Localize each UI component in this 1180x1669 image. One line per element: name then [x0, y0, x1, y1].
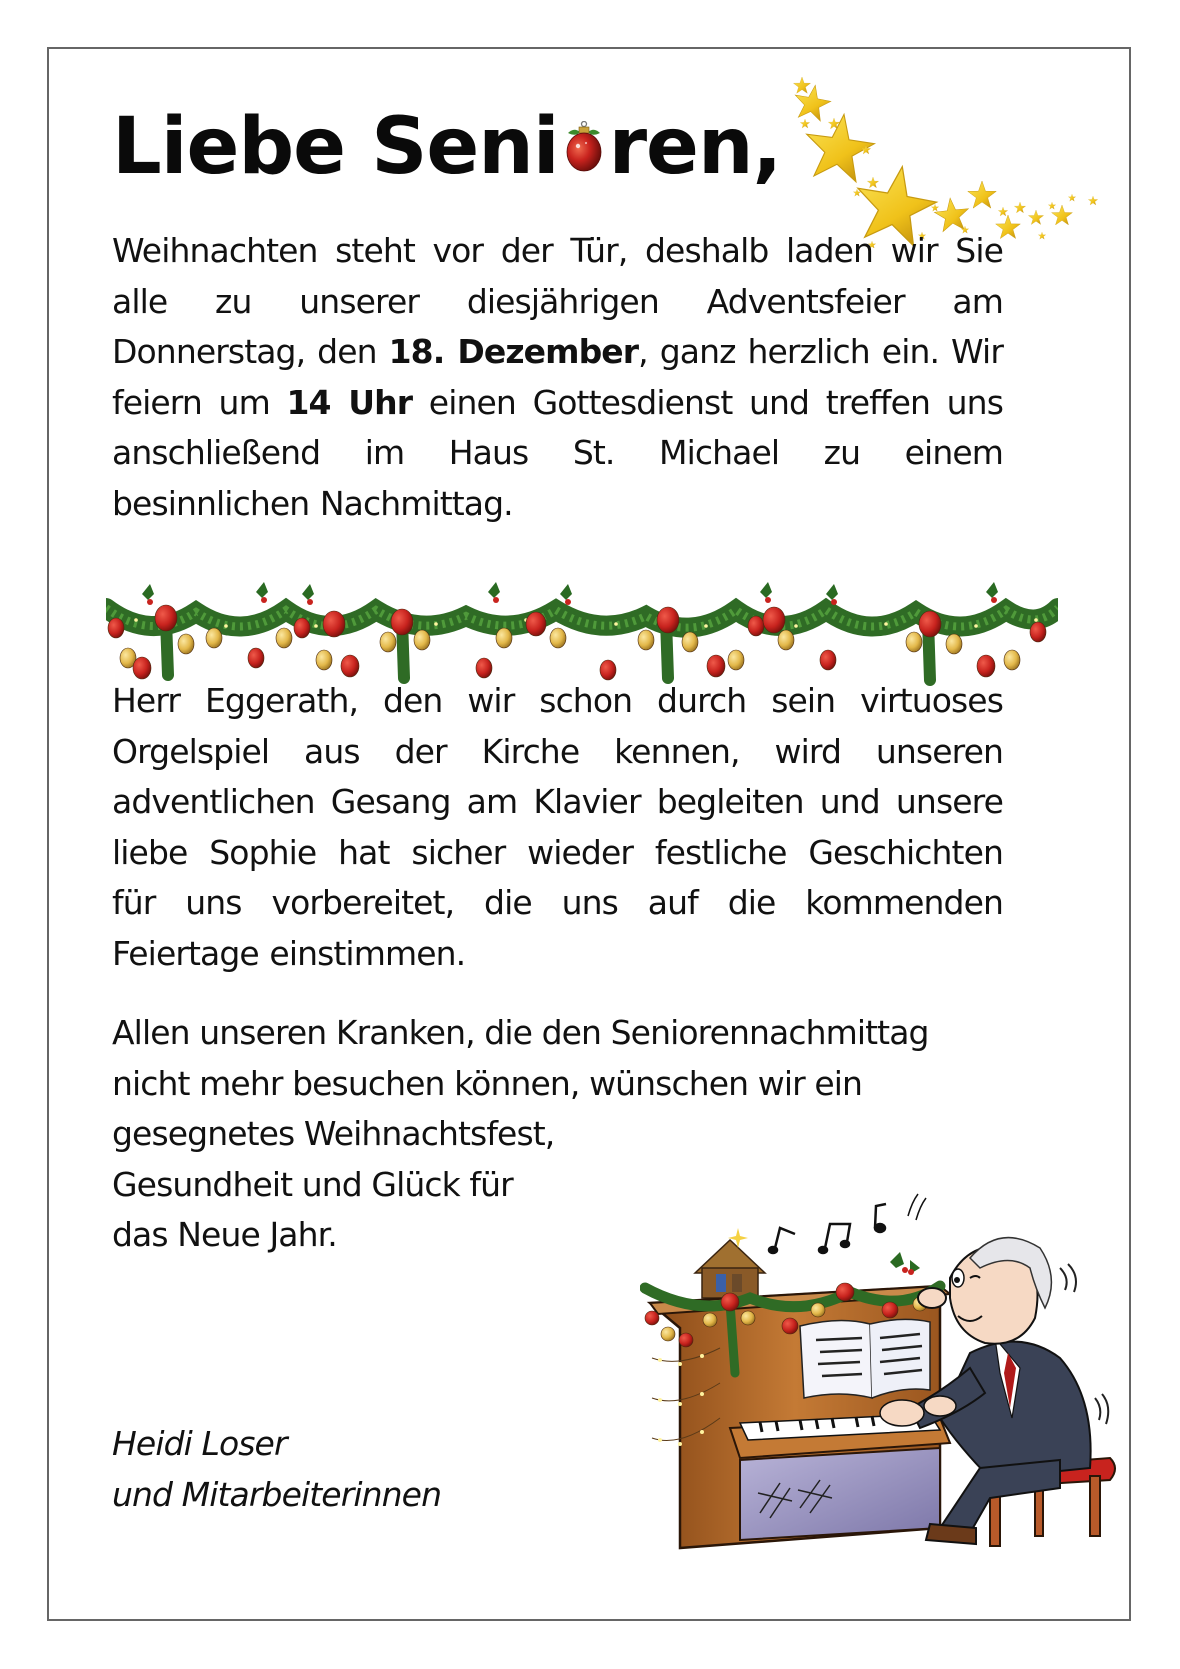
- text-line: Donnerstag, den 18. Dezember, ganz herzlich ein. Wir: [112, 332, 1003, 371]
- text-line: feiern um 14 Uhr einen Gottesdienst und treffen uns: [112, 382, 1003, 422]
- text-line: besinnlichen Nachmittag.: [112, 483, 513, 523]
- text-line: adventlichen Gesang am Klavier begleiten und unsere: [112, 782, 1003, 821]
- signature-name: Heidi Loser: [112, 1424, 287, 1463]
- christmas-bauble-icon: [560, 121, 608, 173]
- text-line: alle zu unserer diesjährigen Adventsfeier am: [112, 281, 1003, 321]
- program-paragraph: [112, 676, 1003, 979]
- text-line: Orgelspiel aus der Kirche kennen, wird unseren: [112, 731, 1003, 771]
- page-title: [112, 102, 782, 192]
- text-line: für uns vorbereitet, die uns auf die kommenden: [112, 883, 1003, 922]
- title-ornament: [559, 115, 609, 175]
- text-line: gesegnetes Weihnachtsfest,: [112, 1114, 555, 1153]
- text-line: Allen unseren Kranken, die den Seniorennachmittag: [112, 1013, 929, 1052]
- title-part-2: ren,: [608, 102, 782, 192]
- title-part-1: Liebe Seni: [112, 102, 559, 192]
- text-line: Feiertage einstimmen.: [112, 933, 466, 973]
- signature-team: und Mitarbeiterinnen: [112, 1475, 442, 1514]
- text-line: Gesundheit und Glück für: [112, 1164, 513, 1204]
- signature: [112, 1418, 441, 1520]
- invitation-paragraph: [112, 226, 1003, 529]
- text-line: Herr Eggerath, den wir schon durch sein virtuoses: [112, 681, 1003, 720]
- text-line: liebe Sophie hat sicher wieder festliche Geschichten: [112, 832, 1003, 872]
- event-date: 18. Dezember: [388, 332, 639, 371]
- text-line: anschließend im Haus St. Michael zu einem: [112, 433, 1003, 472]
- gold-stars-icon: [790, 58, 1130, 248]
- event-time: 14 Uhr: [286, 382, 413, 422]
- pianist-illustration-icon: [640, 1168, 1120, 1568]
- text-line: das Neue Jahr.: [112, 1215, 337, 1254]
- text-line: nicht mehr besuchen können, wünschen wir ein: [112, 1063, 863, 1103]
- text-line: Weihnachten steht vor der Tür, deshalb laden wir Sie: [112, 231, 1003, 270]
